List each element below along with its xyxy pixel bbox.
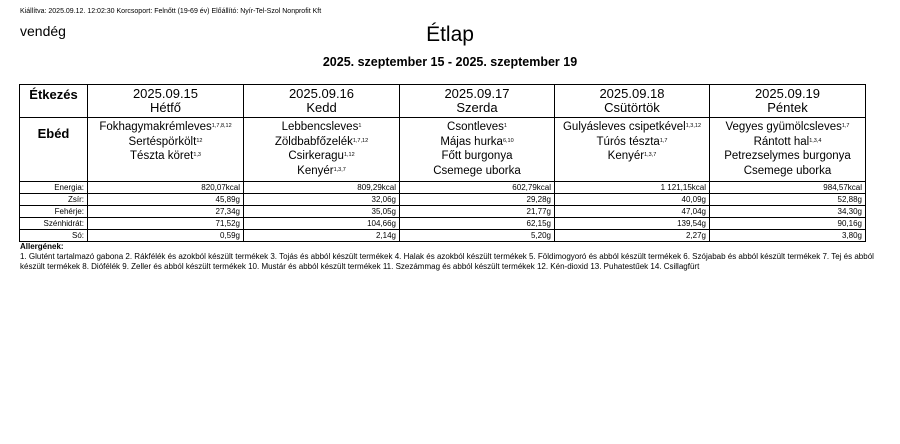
nutrient-label: Szénhidrát: bbox=[20, 218, 88, 230]
nutrient-value: 0,59g bbox=[88, 230, 244, 242]
nutrient-value: 820,07kcal bbox=[88, 182, 244, 194]
allergen-codes: 1,3,4 bbox=[809, 137, 822, 144]
dish-name: Vegyes gyümölcsleves bbox=[725, 121, 842, 133]
menu-item bbox=[88, 135, 243, 150]
day-date: 2025.09.15 bbox=[132, 86, 199, 101]
nutrient-value: 62,15g bbox=[400, 218, 555, 230]
menu-item bbox=[400, 164, 554, 179]
nutrient-value: 35,05g bbox=[244, 206, 400, 218]
allergen-codes: 1,3 bbox=[193, 152, 201, 158]
menu-item bbox=[244, 149, 399, 164]
allergen-codes: 12 bbox=[196, 137, 203, 144]
dish-name: Főtt burgonya bbox=[441, 150, 513, 162]
dish-name: Gulyásleves csipetkével bbox=[562, 121, 686, 133]
date-range: 2025. szeptember 15 - 2025. szeptember 19 bbox=[322, 55, 578, 69]
allergen-codes: 1,12 bbox=[343, 152, 355, 158]
lunch-row bbox=[20, 118, 866, 182]
day-menu bbox=[244, 118, 400, 182]
nutrient-label: Zsír: bbox=[20, 194, 88, 206]
meal-column-header: Étkezés bbox=[20, 85, 88, 118]
menu-table bbox=[19, 84, 866, 242]
dish-name: Kenyér bbox=[607, 150, 645, 162]
nutrient-row bbox=[20, 218, 866, 230]
nutrient-row bbox=[20, 206, 866, 218]
allergen-codes: 1,7 bbox=[841, 123, 850, 129]
menu-item bbox=[88, 120, 243, 135]
nutrient-row bbox=[20, 230, 866, 242]
menu-item bbox=[400, 135, 554, 150]
nutrient-value: 32,06g bbox=[244, 194, 400, 206]
nutrient-value: 21,77g bbox=[400, 206, 555, 218]
guest-label: vendég bbox=[20, 23, 66, 39]
allergens-title: Allergének: bbox=[20, 242, 64, 251]
dish-name: Lebbencsleves bbox=[281, 121, 359, 133]
nutrient-label: Só: bbox=[20, 230, 88, 242]
nutrient-label: Energia: bbox=[20, 182, 88, 194]
day-header bbox=[710, 85, 866, 118]
day-header bbox=[400, 85, 555, 118]
nutrient-value: 2,27g bbox=[555, 230, 710, 242]
day-header bbox=[244, 85, 400, 118]
allergen-codes: 1,7 bbox=[659, 137, 668, 144]
allergen-codes: 6,10 bbox=[502, 137, 514, 144]
nutrient-value: 2,14g bbox=[244, 230, 400, 242]
nutrient-value: 40,09g bbox=[555, 194, 710, 206]
day-menu bbox=[710, 118, 866, 182]
day-date: 2025.09.18 bbox=[599, 86, 665, 101]
page-title: Étlap bbox=[426, 23, 474, 46]
allergens-legend: 1. Glutént tartalmazó gabona 2. Rákfélék és azokból készült termékek 3. Tojás és abból készült termékek 4. Halak és azokból készült termékek 5. Földimogyoró és abból készült termékek 6. Szójabab és abból készült termékek 7. Tej és abból készült termékek 8. Diófélék 9. Zeller és abból készült termékek 10. Mustár és abból készült termékek 11. Szezámmag és abból készült termékek 12. Kén-dioxid 13. Puhatestűek 14. Csillagfürt bbox=[20, 252, 874, 271]
nutrient-value: 104,66g bbox=[244, 218, 400, 230]
menu-item bbox=[710, 149, 865, 164]
nutrient-value: 5,20g bbox=[400, 230, 555, 242]
day-header bbox=[555, 85, 710, 118]
allergen-codes: 1,7,8,12 bbox=[211, 123, 232, 129]
day-menu bbox=[400, 118, 555, 182]
dish-name: Májas hurka bbox=[440, 135, 503, 148]
dish-name: Csemege uborka bbox=[743, 164, 832, 177]
nutrient-value: 52,88g bbox=[710, 194, 866, 206]
nutrient-value: 809,29kcal bbox=[244, 182, 400, 194]
dish-name: Sertéspörkölt bbox=[128, 135, 197, 148]
nutrient-value: 1 121,15kcal bbox=[555, 182, 710, 194]
dish-name: Zöldbabfőzelék bbox=[274, 135, 353, 148]
day-header bbox=[88, 85, 244, 118]
menu-item bbox=[88, 149, 243, 164]
nutrient-row bbox=[20, 182, 866, 194]
allergen-codes: 1 bbox=[503, 123, 507, 129]
nutrient-value: 47,04g bbox=[555, 206, 710, 218]
menu-item bbox=[555, 135, 709, 150]
nutrient-row bbox=[20, 194, 866, 206]
menu-item bbox=[244, 120, 399, 135]
day-name: Kedd bbox=[306, 100, 337, 115]
dish-name: Kenyér bbox=[297, 164, 334, 177]
nutrient-value: 45,89g bbox=[88, 194, 244, 206]
dish-name: Tészta köret bbox=[130, 150, 194, 162]
day-date: 2025.09.16 bbox=[288, 86, 355, 101]
day-name: Csütörtök bbox=[604, 100, 660, 115]
day-menu bbox=[555, 118, 710, 182]
nutrient-value: 71,52g bbox=[88, 218, 244, 230]
dish-name: Csemege uborka bbox=[433, 164, 521, 177]
allergen-codes: 1,3,7 bbox=[644, 152, 657, 158]
issued-info: Kiállítva: 2025.09.12. 12:02:30 Korcsoport: Felnőtt (19-69 év) Előállító: Nyír-Tel-Szol Nonprofit Kft bbox=[20, 8, 322, 15]
nutrient-value: 984,57kcal bbox=[710, 182, 866, 194]
day-date: 2025.09.17 bbox=[444, 86, 510, 101]
nutrient-value: 34,30g bbox=[710, 206, 866, 218]
day-name: Hétfő bbox=[149, 100, 182, 115]
dish-name: Fokhagymakrémleves bbox=[99, 121, 212, 133]
day-name: Szerda bbox=[456, 100, 498, 115]
menu-item bbox=[244, 164, 399, 179]
nutrient-value: 602,79kcal bbox=[400, 182, 555, 194]
nutrient-label: Fehérje: bbox=[20, 206, 88, 218]
dish-name: Petrezselymes burgonya bbox=[724, 150, 851, 162]
allergen-codes: 1,3,7 bbox=[333, 166, 346, 173]
meal-label: Ebéd bbox=[20, 118, 88, 182]
day-menu bbox=[88, 118, 244, 182]
menu-item bbox=[244, 135, 399, 150]
menu-item bbox=[710, 164, 865, 179]
nutrient-value: 139,54g bbox=[555, 218, 710, 230]
nutrient-value: 3,80g bbox=[710, 230, 866, 242]
menu-item bbox=[555, 120, 709, 135]
day-name: Péntek bbox=[767, 100, 808, 115]
menu-item bbox=[710, 120, 865, 135]
nutrient-value: 27,34g bbox=[88, 206, 244, 218]
dish-name: Túrós tészta bbox=[596, 135, 660, 148]
menu-item bbox=[400, 149, 554, 164]
dish-name: Rántott hal bbox=[753, 135, 810, 148]
dish-name: Csontleves bbox=[447, 121, 504, 133]
day-header-row bbox=[20, 85, 866, 118]
allergen-codes: 1 bbox=[358, 123, 362, 129]
menu-item bbox=[555, 149, 709, 164]
nutrient-value: 29,28g bbox=[400, 194, 555, 206]
allergen-codes: 1,7,12 bbox=[352, 137, 369, 144]
allergen-codes: 1,3,12 bbox=[685, 123, 702, 129]
menu-item bbox=[400, 120, 554, 135]
menu-item bbox=[710, 135, 865, 150]
dish-name: Csirkeragu bbox=[288, 150, 344, 162]
nutrient-value: 90,16g bbox=[710, 218, 866, 230]
day-date: 2025.09.19 bbox=[754, 86, 821, 101]
